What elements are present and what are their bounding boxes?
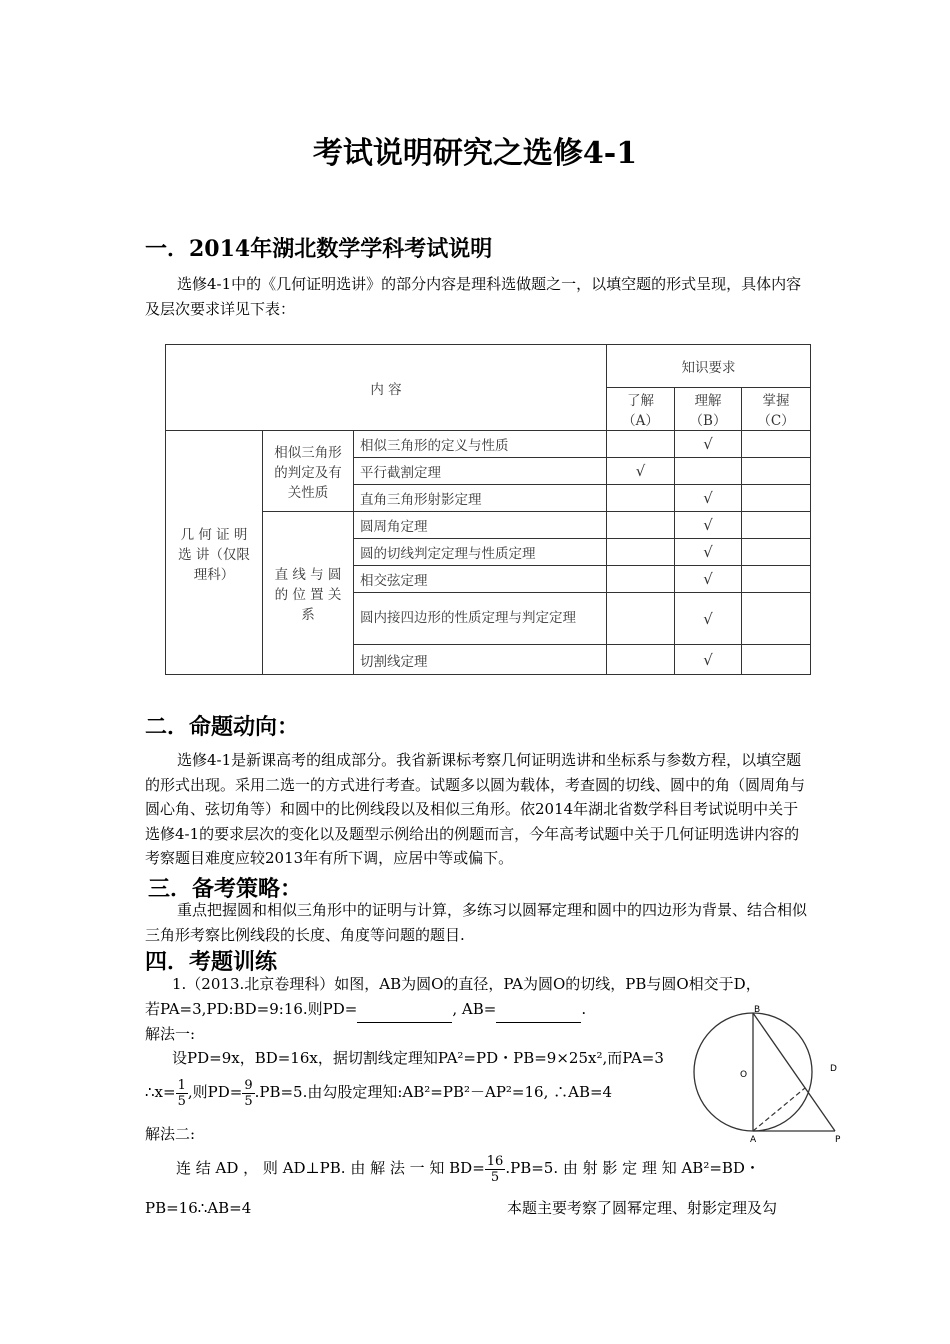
method2-line1: 连 结 AD ， 则 AD⊥PB. 由 解 法 一 知 BD= $\frac{16}{5}$ .PB=5. 由 射 影 定 理 知 AB²=BD・ [176, 1153, 760, 1185]
topic-cell: 几 何 证 明 选 讲（仅限理科） [166, 431, 263, 675]
method1-label: 解法一: [145, 1025, 196, 1043]
group1-cell: 相似三角形的判定及有关性质 [263, 431, 354, 512]
method2-label: 解法二: [145, 1125, 196, 1143]
section1-paragraph: 选修4-1中的《几何证明选讲》的部分内容是理科选做题之一，以填空题的形式呈现，具体内容及层次要求详见下表： [145, 275, 802, 318]
check-mark: √ [607, 458, 675, 485]
group2-cell: 直 线 与 圆 的 位 置 关 系 [263, 512, 354, 675]
row-item: 圆的切线判定定理与性质定理 [354, 539, 607, 566]
page-title: 考试说明研究之选修4-1 [312, 136, 638, 171]
knowledge-header: 知识要求 [607, 345, 811, 388]
label-a: A [750, 1135, 757, 1145]
row-item: 相交弦定理 [354, 566, 607, 593]
label-b: B [754, 1005, 761, 1015]
level-c-header: 掌握（C） [742, 388, 811, 431]
row-item: 圆周角定理 [354, 512, 607, 539]
label-o: O [740, 1070, 748, 1080]
level-a-header: 了解（A） [607, 388, 675, 431]
row-item: 相似三角形的定义与性质 [354, 431, 607, 458]
section3-paragraph: 重点把握圆和相似三角形中的证明与计算，多练习以圆幂定理和圆中的四边形为背景、结合相似三角形考察比例线段的长度、角度等问题的题目. [145, 901, 808, 944]
check-mark: √ [675, 485, 742, 512]
fraction-bd: $\frac{16}{5}$ [486, 1153, 504, 1185]
row-item: 直角三角形射影定理 [354, 485, 607, 512]
method1-line1: 设PD=9x，BD=16x，据切割线定理知PA²=PD・PB=9×25x²,而PA=3 [172, 1049, 664, 1067]
row-item: 平行截割定理 [354, 458, 607, 485]
section2-paragraph: 选修4-1是新课高考的组成部分。我省新课标考察几何证明选讲和坐标系与参数方程，以填空题的形式出现。采用二选一的方式进行考查。试题多以圆为载体，考查圆的切线、圆中的角（圆周角与圆心角、弦切角等）和圆中的比例线段以及相似三角形。依2014年湖北省数学科目考试说明中关于选修4-1的要求层次的变化以及题型示例给出的例题而言，今年高考试题中关于几何证明选讲内容的考察题目难度应较2013年有所下调，应居中等或偏下。 [145, 751, 806, 867]
method2-line2b: 本题主要考察了圆幂定理、射影定理及勾 [507, 1199, 778, 1217]
answer-blank-ab[interactable] [496, 997, 581, 1023]
section2-heading: 二．命题动向： [145, 714, 300, 740]
row-item: 圆内接四边形的性质定理与判定定理 [354, 593, 607, 645]
question1-line1: 1.（2013.北京卷理科）如图，AB为圆O的直径，PA为圆O的切线，PB与圆O相交于D， [172, 975, 761, 993]
fraction-pd: $\frac{9}{5}$ [244, 1077, 253, 1109]
check-mark: √ [675, 431, 742, 458]
content-header: 内 容 [166, 345, 607, 431]
section1-heading: 一．2014年湖北数学学科考试说明 [145, 236, 493, 262]
check-mark: √ [675, 645, 742, 675]
level-b-header: 理解（B） [675, 388, 742, 431]
label-d: D [830, 1064, 837, 1074]
method1-line2: ∴x= $\frac{1}{5}$ ,则PD= $\frac{9}{5}$ .PB=5.由勾股定理知:AB²=PB²－AP²=16, ∴AB=4 [145, 1077, 613, 1109]
geometry-figure [690, 1000, 850, 1150]
fraction-x: $\frac{1}{5}$ [177, 1077, 186, 1109]
check-mark: √ [675, 512, 742, 539]
label-p: P [835, 1135, 841, 1145]
check-mark: √ [675, 539, 742, 566]
check-mark: √ [675, 566, 742, 593]
answer-blank-pd[interactable] [357, 997, 452, 1023]
requirements-table [165, 344, 811, 675]
row-item: 切割线定理 [354, 645, 607, 675]
secant-pb [753, 1013, 835, 1131]
method2-line2a: PB=16∴AB=4 [145, 1199, 252, 1217]
section4-heading: 四．考题训练 [145, 949, 278, 975]
section3-heading: 三．备考策略： [148, 876, 303, 902]
question1-line2: 若PA=3,PD:BD=9:16.则PD= , AB= . [145, 997, 586, 1023]
check-mark: √ [675, 593, 742, 645]
